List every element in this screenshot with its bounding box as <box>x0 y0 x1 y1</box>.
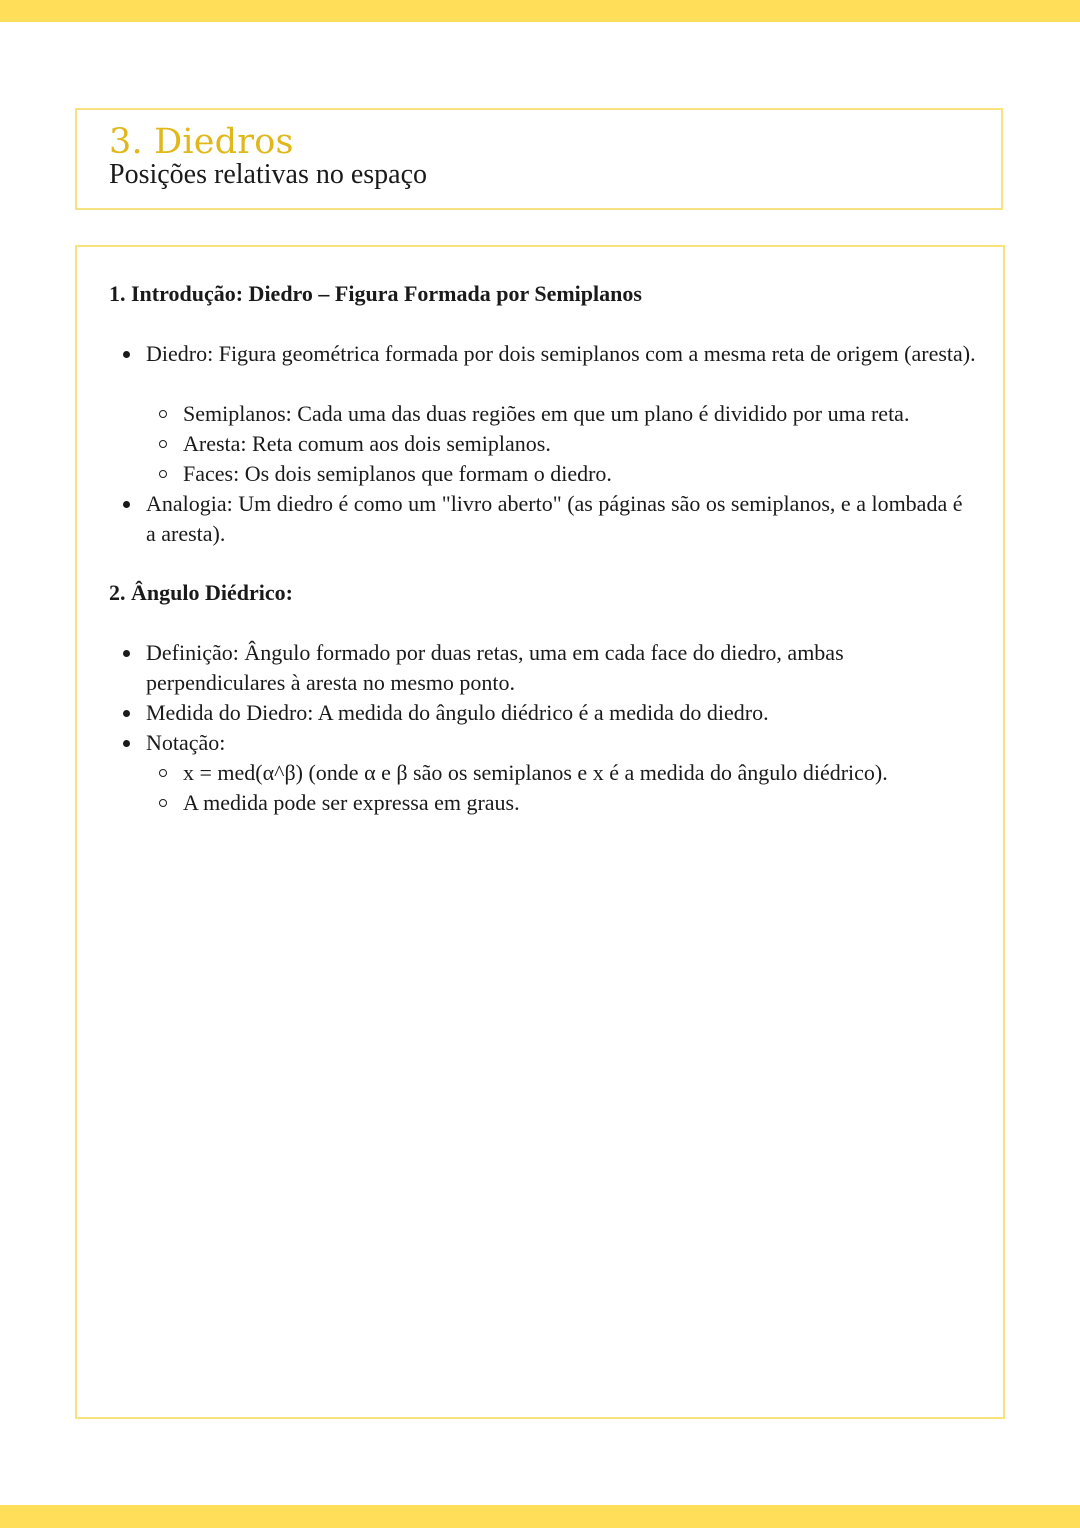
section-heading-introducao: 1. Introdução: Diedro – Figura Formada por Semiplanos <box>109 281 642 306</box>
sub-list-item <box>183 758 983 788</box>
bottom-decorative-band <box>0 1505 1080 1528</box>
bullet-icon <box>123 501 130 508</box>
sub-list-item <box>183 429 983 459</box>
section-heading-angulo-diedrico: 2. Ângulo Diédrico: <box>109 580 293 605</box>
content-box <box>75 245 1005 1419</box>
bullet-icon <box>123 351 130 358</box>
list-item <box>146 698 976 728</box>
bullet-icon <box>123 650 130 657</box>
bullet-icon <box>123 710 130 717</box>
sub-list-item-text: x = med(α^β) (onde α e β são os semiplanos e x é a medida do ângulo diédrico). <box>183 760 888 785</box>
circle-bullet-icon <box>159 470 167 478</box>
circle-bullet-icon <box>159 799 167 807</box>
sub-list-item <box>183 459 983 489</box>
list-item-text: Diedro: Figura geométrica formada por dois semiplanos com a mesma reta de origem (aresta). <box>146 341 976 366</box>
list-item-text: Medida do Diedro: A medida do ângulo diédrico é a medida do diedro. <box>146 700 769 725</box>
sub-list-item-text: Faces: Os dois semiplanos que formam o diedro. <box>183 461 612 486</box>
sub-list-item-text: Aresta: Reta comum aos dois semiplanos. <box>183 431 551 456</box>
sub-list-item-text: A medida pode ser expressa em graus. <box>183 790 520 815</box>
list-item-text: Analogia: Um diedro é como um "livro aberto" (as páginas são os semiplanos, e a lombada é a aresta). <box>146 491 963 546</box>
sub-list-item <box>183 788 983 818</box>
list-item <box>146 728 976 758</box>
list-item <box>146 489 976 549</box>
list-item <box>146 638 976 698</box>
circle-bullet-icon <box>159 410 167 418</box>
page-title: 3. Diedros <box>109 122 294 162</box>
list-item-text: Definição: Ângulo formado por duas retas, uma em cada face do diedro, ambas perpendiculares à aresta no mesmo ponto. <box>146 640 844 695</box>
sub-list-item <box>183 399 983 429</box>
list-item-text: Notação: <box>146 730 226 755</box>
circle-bullet-icon <box>159 440 167 448</box>
list-item <box>146 339 976 369</box>
circle-bullet-icon <box>159 769 167 777</box>
bullet-icon <box>123 740 130 747</box>
top-decorative-band <box>0 0 1080 22</box>
page-subtitle: Posições relativas no espaço <box>109 159 428 190</box>
header-box <box>75 108 1003 210</box>
sub-list-item-text: Semiplanos: Cada uma das duas regiões em que um plano é dividido por uma reta. <box>183 401 910 426</box>
